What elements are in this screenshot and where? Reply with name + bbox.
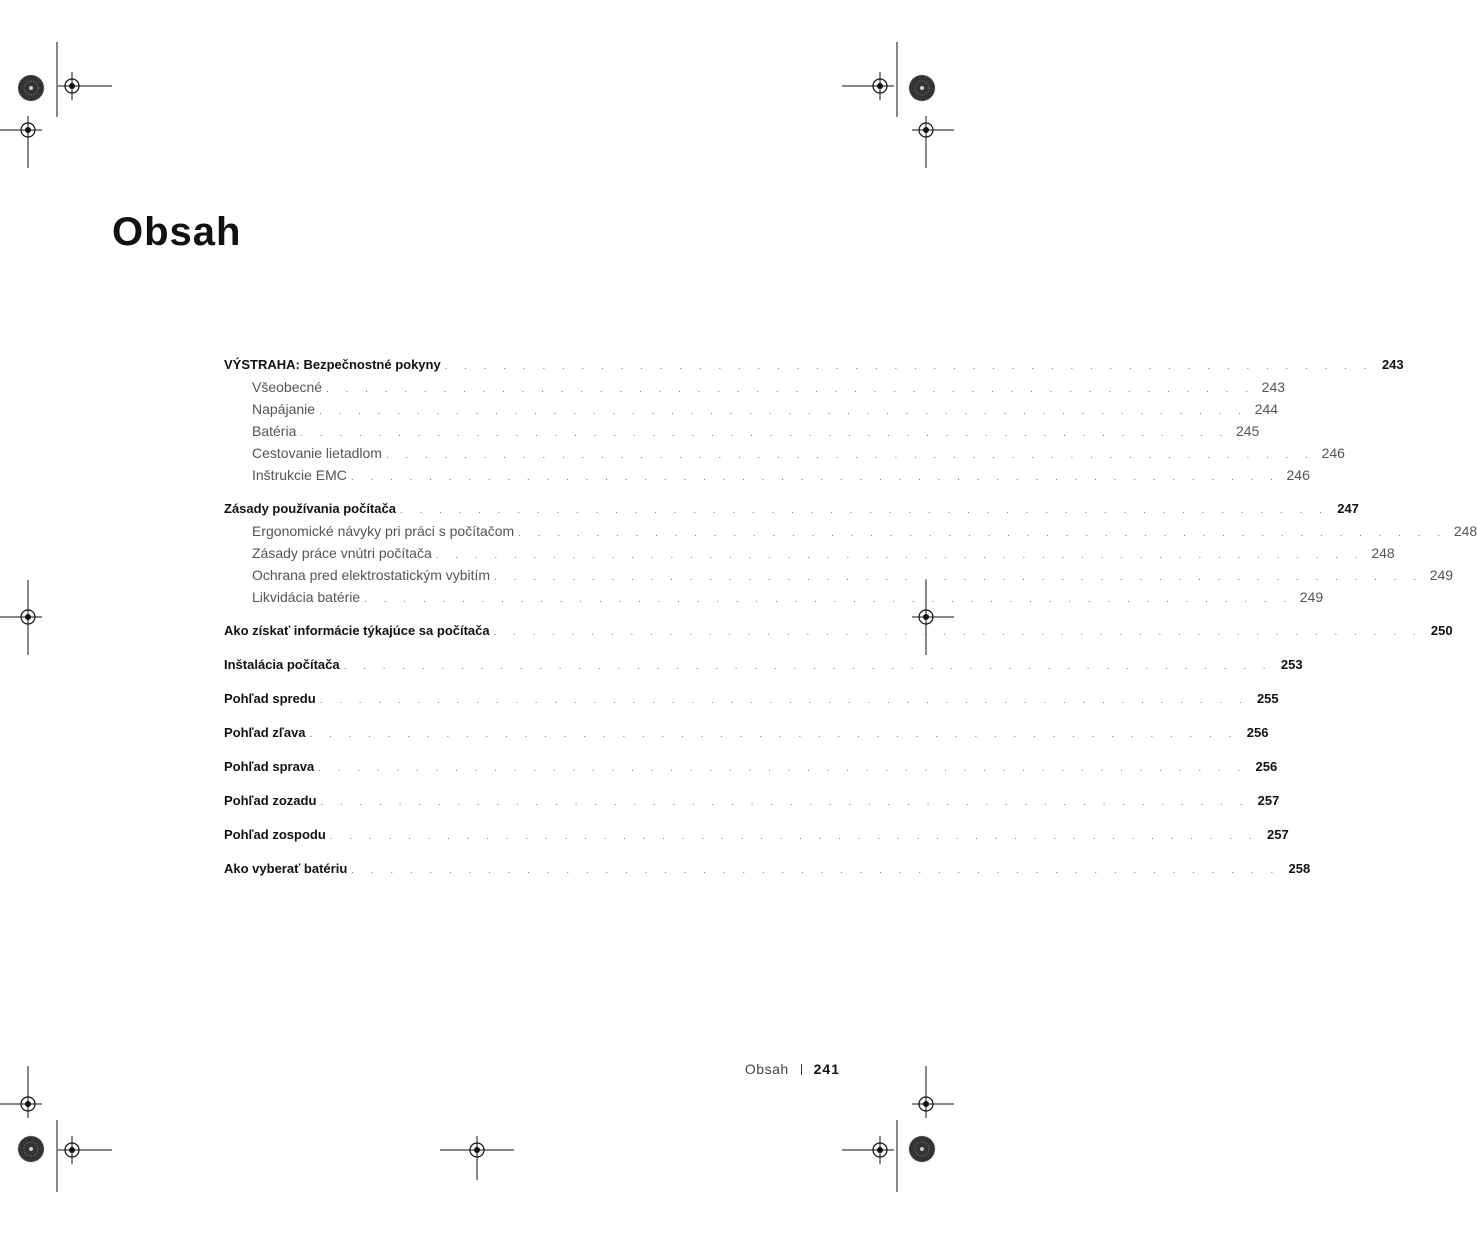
toc-entry-title: Pohľad zľava [224, 725, 306, 740]
dot-leader: . . . . . . . . . . . . . . . . . . . . . . . . . . . . . . . . . . . . . . . . . . . . . . . . [435, 550, 1365, 561]
toc-entry-page: 256 [1255, 759, 1278, 774]
star-target-icon [18, 75, 44, 101]
toc-entry-title: Batéria [252, 423, 297, 439]
toc-subsection-entry[interactable] [224, 564, 1454, 586]
footer-title: Obsah [744, 1061, 789, 1077]
dot-leader: . . . . . . . . . . . . . . . . . . . . . . . . . . . . . . . . . . . . . . . . . . . . . . . . [320, 797, 1250, 808]
toc-section-entry[interactable] [224, 790, 1280, 812]
toc-subsection-entry[interactable] [224, 442, 1345, 464]
toc-entry-page: 244 [1254, 401, 1279, 417]
registration-mark-icon [14, 116, 42, 144]
toc-section-entry[interactable] [224, 654, 1303, 676]
toc-section-entry[interactable] [224, 824, 1289, 846]
registration-mark-icon [58, 1136, 86, 1164]
toc-section-entry[interactable] [224, 498, 1359, 520]
star-target-icon [18, 1136, 44, 1162]
toc-section-entry[interactable] [224, 688, 1279, 710]
toc-entry-title: Ochrana pred elektrostatickým vybitím [252, 567, 491, 583]
toc-subsection-entry[interactable] [224, 376, 1286, 398]
dot-leader: . . . . . . . . . . . . . . . . . . . . . . . . . . . . . . . . . . . . . . . . . . . . . . . . [385, 450, 1315, 461]
toc-entry-page: 246 [1321, 445, 1345, 461]
toc-entry-title: Zásady používania počítača [224, 501, 396, 516]
dot-leader: . . . . . . . . . . . . . . . . . . . . . . . . . . . . . . . . . . . . . . . . . . . . . . . . [326, 384, 1256, 395]
toc-entry-page: 250 [1430, 623, 1453, 638]
star-target-icon [909, 1136, 935, 1162]
toc-section-entry[interactable] [224, 722, 1269, 744]
registration-mark-icon [912, 116, 940, 144]
toc-entry-title: Pohľad zospodu [224, 827, 326, 842]
page-number: 241 [813, 1061, 840, 1077]
table-of-contents [224, 354, 1477, 880]
toc-entry-title: Pohľad zozadu [224, 793, 317, 808]
toc-entry-page: 256 [1246, 725, 1269, 740]
dot-leader: . . . . . . . . . . . . . . . . . . . . . . . . . . . . . . . . . . . . . . . . . . . . . . . . [364, 594, 1294, 605]
toc-subsection-entry[interactable] [224, 520, 1477, 542]
dot-leader: . . . . . . . . . . . . . . . . . . . . . . . . . . . . . . . . . . . . . . . . . . . . . . . . [399, 505, 1329, 516]
toc-entry-title: Ako vyberať batériu [224, 861, 348, 876]
dot-leader: . . . . . . . . . . . . . . . . . . . . . . . . . . . . . . . . . . . . . . . . . . . . . . . . [319, 406, 1249, 417]
dot-leader: . . . . . . . . . . . . . . . . . . . . . . . . . . . . . . . . . . . . . . . . . . . . . . . . [350, 472, 1280, 483]
toc-entry-page: 253 [1280, 657, 1303, 672]
toc-section-entry[interactable] [224, 620, 1453, 642]
dot-leader: . . . . . . . . . . . . . . . . . . . . . . . . . . . . . . . . . . . . . . . . . . . . . . . . [351, 865, 1281, 876]
dot-leader: . . . . . . . . . . . . . . . . . . . . . . . . . . . . . . . . . . . . . . . . . . . . . . . . [300, 428, 1230, 439]
toc-entry-title: Ako získať informácie týkajúce sa počítača [224, 623, 490, 638]
toc-entry-title: Likvidácia batérie [252, 589, 361, 605]
toc-entry-title: Zásady práce vnútri počítača [252, 545, 432, 561]
dot-leader: . . . . . . . . . . . . . . . . . . . . . . . . . . . . . . . . . . . . . . . . . . . . . . . . [518, 528, 1448, 539]
toc-entry-page: 243 [1381, 357, 1404, 372]
toc-subsection-entry[interactable] [224, 464, 1310, 486]
page-footer [700, 1061, 840, 1077]
toc-section-entry[interactable] [224, 858, 1311, 880]
dot-leader: . . . . . . . . . . . . . . . . . . . . . . . . . . . . . . . . . . . . . . . . . . . . . . . . [318, 763, 1248, 774]
toc-entry-title: Pohľad spredu [224, 691, 316, 706]
registration-mark-icon [866, 72, 894, 100]
footer-separator [801, 1064, 802, 1075]
toc-entry-page: 257 [1267, 827, 1289, 842]
toc-entry-title: Všeobecné [252, 379, 323, 395]
toc-entry-page: 243 [1261, 379, 1286, 395]
toc-entry-page: 246 [1286, 467, 1310, 483]
toc-entry-page: 249 [1299, 589, 1324, 605]
toc-entry-page: 257 [1257, 793, 1280, 808]
toc-entry-title: Inštrukcie EMC [252, 467, 347, 483]
toc-entry-title: Inštalácia počítača [224, 657, 340, 672]
toc-subsection-entry[interactable] [224, 586, 1324, 608]
toc-subsection-entry[interactable] [224, 542, 1395, 564]
toc-entry-title: VÝSTRAHA: Bezpečnostné pokyny [224, 357, 441, 372]
dot-leader: . . . . . . . . . . . . . . . . . . . . . . . . . . . . . . . . . . . . . . . . . . . . . . . . [444, 361, 1374, 372]
registration-mark-icon [866, 1136, 894, 1164]
toc-entry-page: 258 [1288, 861, 1311, 876]
dot-leader: . . . . . . . . . . . . . . . . . . . . . . . . . . . . . . . . . . . . . . . . . . . . . . . . [494, 572, 1424, 583]
toc-entry-page: 247 [1337, 501, 1359, 516]
toc-entry-page: 255 [1256, 691, 1279, 706]
toc-entry-title: Pohľad sprava [224, 759, 315, 774]
toc-entry-page: 249 [1429, 567, 1454, 583]
page-title: Obsah [112, 210, 242, 254]
dot-leader: . . . . . . . . . . . . . . . . . . . . . . . . . . . . . . . . . . . . . . . . . . . . . . . . [309, 729, 1239, 740]
toc-entry-page: 248 [1453, 523, 1477, 539]
toc-subsection-entry[interactable] [224, 420, 1260, 442]
toc-entry-page: 245 [1235, 423, 1260, 439]
toc-entry-title: Napájanie [252, 401, 316, 417]
toc-entry-page: 248 [1371, 545, 1395, 561]
toc-entry-title: Ergonomické návyky pri práci s počítačom [252, 523, 515, 539]
toc-section-entry[interactable] [224, 354, 1404, 376]
toc-entry-title: Cestovanie lietadlom [252, 445, 382, 461]
toc-subsection-entry[interactable] [224, 398, 1279, 420]
dot-leader: . . . . . . . . . . . . . . . . . . . . . . . . . . . . . . . . . . . . . . . . . . . . . . . . [319, 695, 1249, 706]
toc-section-entry[interactable] [224, 756, 1278, 778]
dot-leader: . . . . . . . . . . . . . . . . . . . . . . . . . . . . . . . . . . . . . . . . . . . . . . . . [493, 627, 1423, 638]
registration-mark-icon [58, 72, 86, 100]
star-target-icon [909, 75, 935, 101]
dot-leader: . . . . . . . . . . . . . . . . . . . . . . . . . . . . . . . . . . . . . . . . . . . . . . . . [343, 661, 1273, 672]
dot-leader: . . . . . . . . . . . . . . . . . . . . . . . . . . . . . . . . . . . . . . . . . . . . . . . . [329, 831, 1259, 842]
